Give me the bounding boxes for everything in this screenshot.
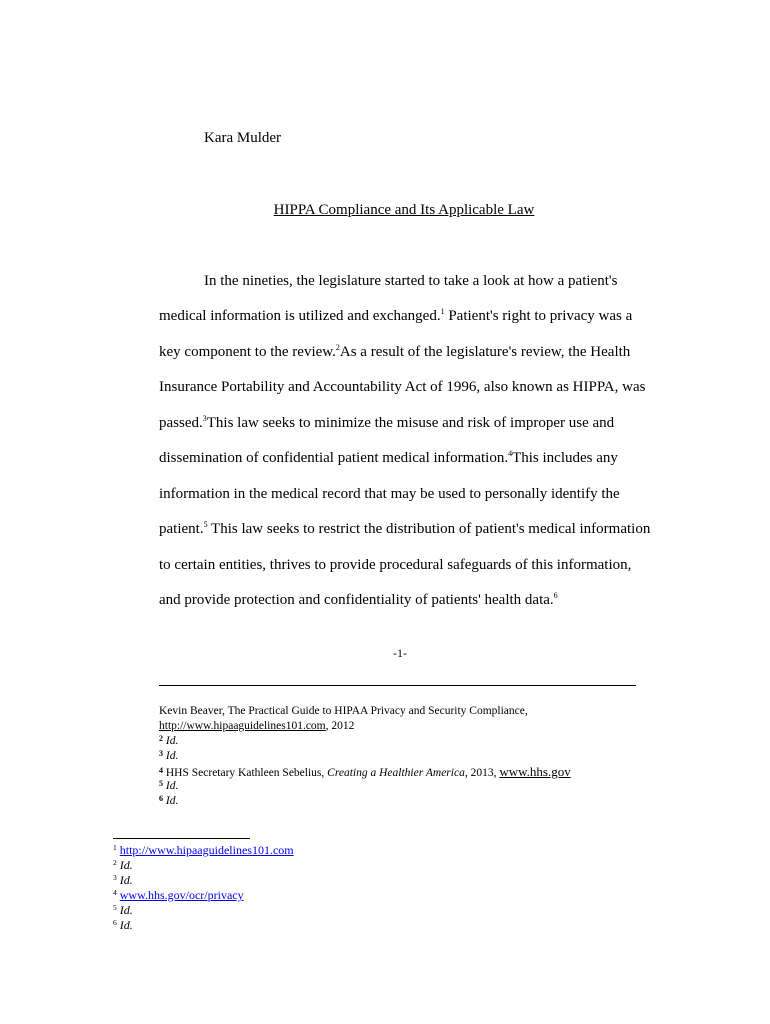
footnote-item [113,873,133,888]
footnote-text: The Practical Guide to HIPAA Privacy and Security Compliance [227,705,525,717]
body-line [159,557,631,574]
footnote-text: Id. [119,873,133,887]
body-text: medical information is utilized and exchanged. [159,308,441,324]
inline-footnote-1-cont [159,719,354,734]
footnote-number: 4 [113,888,117,897]
footnote-link[interactable]: www.hhs.gov [499,764,571,779]
footnote-text: Id. [165,795,179,807]
body-text: This law seeks to minimize the misuse and risk of improper use and [206,415,615,431]
footnote-number: 5 [159,779,163,788]
body-text: Insurance Portability and Accountability Act of 1996, also known as HIPPA, was [159,379,646,395]
author-name: Kara Mulder [204,130,282,146]
body-text: to certain entities, thrives to provide procedural safeguards of this information, [159,557,632,573]
footnote-number: 3 [113,873,117,882]
footnote-text: , 2012 [325,720,355,732]
footnote-item [113,903,133,918]
footnote-number: 6 [159,794,163,803]
footnote-number: 1 [113,843,117,852]
body-line [159,486,620,503]
footnote-ref[interactable]: 2 [335,343,340,352]
footnote-text: , [524,705,528,717]
body-line [159,379,645,396]
inline-footnote-5 [159,779,178,794]
footnote-text: Id. [119,918,133,932]
body-line [159,415,614,432]
footnote-text: , 2013, [464,767,500,779]
body-line [159,308,632,325]
footnote-text: Id. [165,735,179,747]
body-text: Patient's right to privacy was a [444,308,633,324]
footnote-ref[interactable]: 5 [203,520,208,529]
document-title: HIPPA Compliance and Its Applicable Law [273,202,535,218]
inline-footnote-1 [159,704,528,719]
inline-footnote-4 [159,764,571,781]
inline-footnote-3 [159,749,178,764]
footnote-item [113,843,294,858]
footnote-text: HHS Secretary Kathleen Sebelius, [163,767,328,779]
body-text: As a result of the legislature's review, the Health [339,344,631,360]
footnote-item [113,858,133,873]
footnote-text: Id. [119,858,133,872]
footnote-item [113,888,244,903]
footnote-divider [159,685,636,686]
footnote-link[interactable]: www.hhs.gov/ocr/privacy [119,888,244,902]
page-number: -1- [393,646,407,660]
body-text: This law seeks to restrict the distribution of patient's medical information [207,521,651,537]
footnote-ref[interactable]: 4 [508,449,513,458]
body-text: information in the medical record that may be used to personally identify the [159,486,620,502]
inline-footnote-2 [159,734,178,749]
body-text: and provide protection and confidentiality of patients' health data. [159,592,554,608]
footnote-text: Id. [119,903,133,917]
body-text: key component to the review. [159,344,336,360]
footnote-number: 5 [113,903,117,912]
footnote-text: Creating a Healthier America [327,767,465,779]
footnote-text: Id. [165,780,179,792]
body-line [159,521,650,538]
body-text: In the nineties, the legislature started to take a look at how a patient's [204,273,618,289]
footnote-number: 4 [159,766,163,775]
footnote-number: 6 [113,918,117,927]
body-line [159,344,630,361]
footnote-ref[interactable]: 1 [440,307,445,316]
footnote-number: 3 [159,749,163,758]
body-line [159,592,558,609]
inline-footnote-6 [159,794,178,809]
body-text: dissemination of confidential patient medical information. [159,450,509,466]
footnote-number: 2 [159,734,163,743]
footnote-separator [113,838,250,839]
body-text: patient. [159,521,204,537]
footnote-ref[interactable]: 6 [553,591,558,600]
footnote-ref[interactable]: 3 [202,414,207,423]
footnote-text: Kevin Beaver, [159,705,228,717]
body-line [159,450,618,467]
body-text: This includes any [512,450,618,466]
footnote-number: 2 [113,858,117,867]
footnote-link[interactable]: http://www.hipaaguidelines101.com [119,843,294,857]
footnote-link[interactable]: http://www.hipaaguidelines101.com [159,720,326,732]
footnote-item [113,918,133,933]
body-line [204,273,617,290]
footnote-text: Id. [165,750,179,762]
body-text: passed. [159,415,203,431]
